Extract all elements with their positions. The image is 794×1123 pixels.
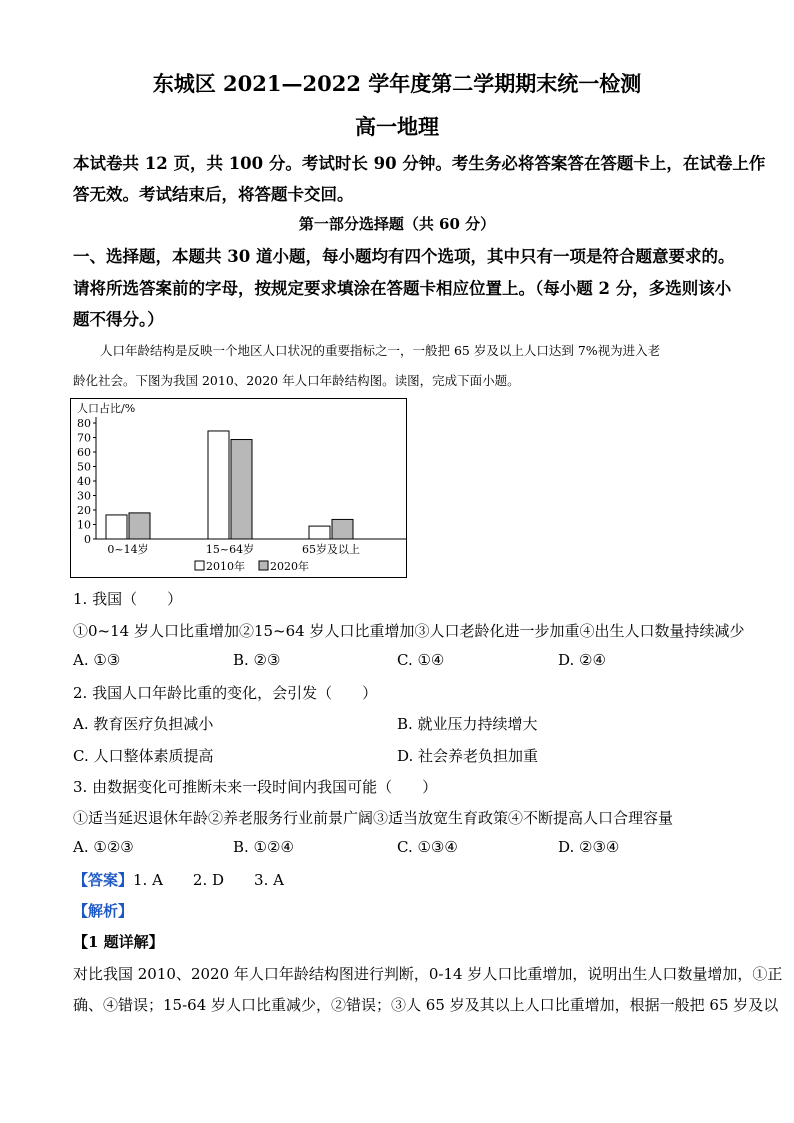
q2-option-c: C. 人口整体素质提高 (73, 747, 214, 765)
bar-2020年-65岁及以上 (332, 519, 353, 539)
y-tick-label: 30 (77, 489, 91, 503)
y-tick-label: 40 (77, 475, 91, 488)
y-tick-label: 20 (77, 504, 91, 517)
part1-instruction-2: 请将所选答案前的字母，按规定要求填涂在答题卡相应位置上。（每小题 2 分，多选则该小 (73, 279, 732, 298)
y-tick-label: 70 (77, 431, 91, 445)
q3-option-a: A. ①②③ (73, 838, 134, 856)
q1-option-a: A. ①③ (73, 651, 121, 669)
y-tick-label: 0 (84, 533, 91, 546)
q3-option-b: B. ①②④ (233, 838, 294, 856)
exam-title: 东城区 2021—2022 学年度第二学期期末统一检测 (152, 71, 642, 96)
x-tick-label: 65岁及以上 (302, 543, 360, 556)
bar-2010年-65岁及以上 (309, 526, 330, 539)
q2-option-a: A. 教育医疗负担减小 (73, 715, 214, 733)
bar-2020年-0~14岁 (129, 513, 150, 539)
y-tick-label: 10 (77, 518, 91, 532)
legend-swatch (259, 561, 268, 570)
intro-line-1: 本试卷共 12 页，共 100 分。考试时长 90 分钟。考生务必将答案答在答题卡上，在试卷上作 (73, 154, 766, 173)
analysis-line-1: 对比我国 2010、2020 年人口年龄结构图进行判断，0-14 岁人口比重增加，说明出生人口数量增加，①正 (73, 965, 783, 983)
legend-label: 2010年 (206, 560, 245, 573)
part1-heading: 第一部分选择题（共 60 分） (298, 215, 496, 233)
legend-label: 2020年 (270, 560, 309, 573)
legend-swatch (195, 561, 204, 570)
q1-detail-heading: 【1 题详解】 (73, 933, 164, 951)
y-tick-label: 50 (77, 460, 91, 474)
q1-option-b: B. ②③ (233, 651, 281, 669)
q1-option-d: D. ②④ (558, 651, 606, 669)
x-tick-label: 15~64岁 (205, 543, 255, 556)
q1-option-c: C. ①④ (397, 651, 445, 669)
bar-2010年-0~14岁 (106, 515, 127, 539)
q2-stem: 2. 我国人口年龄比重的变化，会引发（ ） (73, 684, 378, 702)
answer-values: 1. A 2. D 3. A (133, 871, 284, 889)
y-tick-label: 80 (77, 417, 91, 430)
q3-stem: 3. 由数据变化可推断未来一段时间内我国可能（ ） (73, 778, 438, 796)
bar-2010年-15~64岁 (208, 431, 229, 539)
population-age-chart (70, 398, 407, 578)
y-axis-label: 人口占比/% (77, 402, 136, 415)
material-line-2: 龄化社会。下图为我国 2010、2020 年人口年龄结构图。读图，完成下面小题。 (73, 373, 520, 388)
q3-option-c: C. ①③④ (397, 838, 458, 856)
y-tick-label: 60 (77, 446, 91, 459)
material-line-1: 人口年龄结构是反映一个地区人口状况的重要指标之一，一般把 65 岁及以上人口达到 7%视为进入老 (100, 343, 661, 358)
bar-2020年-15~64岁 (231, 440, 252, 539)
q2-option-b: B. 就业压力持续增大 (397, 715, 538, 733)
part1-instruction-3: 题不得分。） (73, 310, 164, 329)
analysis-line-2: 确、④错误；15-64 岁人口比重减少，②错误；③人 65 岁及其以上人口比重增加，根据一般把 65 岁及以 (73, 996, 779, 1014)
q1-statement: ①0~14 岁人口比重增加②15~64 岁人口比重增加③人口老龄化进一步加重④出生人口数量持续减少 (73, 622, 745, 640)
analysis-tag: 【解析】 (73, 902, 134, 920)
answer-line (73, 869, 284, 890)
answer-tag: 【答案】 (73, 871, 134, 889)
exam-subject: 高一地理 (355, 114, 439, 139)
q3-option-d: D. ②③④ (558, 838, 620, 856)
intro-line-2: 答无效。考试结束后，将答题卡交回。 (73, 185, 354, 204)
q1-stem: 1. 我国（ ） (73, 590, 183, 608)
q3-statement: ①适当延迟退休年龄②养老服务行业前景广阔③适当放宽生育政策④不断提高人口合理容量 (73, 809, 674, 827)
part1-instruction-1: 一、选择题，本题共 30 道小题，每小题均有四个选项，其中只有一项是符合题意要求的。 (73, 247, 735, 266)
q2-option-d: D. 社会养老负担加重 (397, 747, 539, 765)
x-tick-label: 0~14岁 (107, 543, 149, 556)
